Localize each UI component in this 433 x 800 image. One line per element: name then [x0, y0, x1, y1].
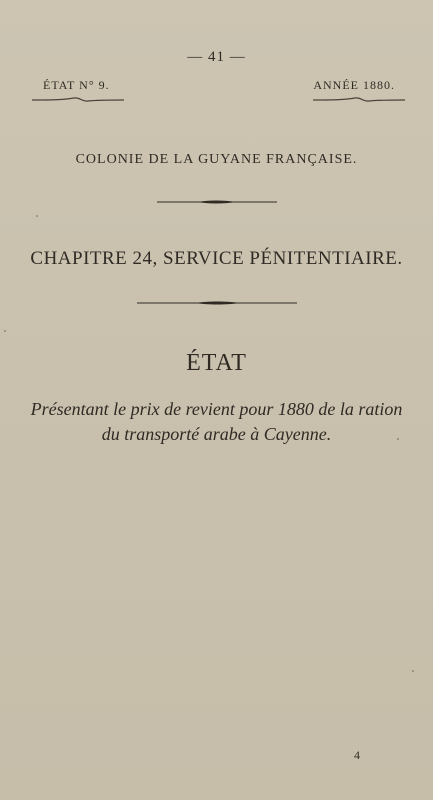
- paper-speck: [412, 670, 414, 672]
- etat-number-label: ÉTAT N° 9.: [43, 78, 110, 92]
- paper-speck: [397, 438, 399, 440]
- year-label: ANNÉE 1880.: [313, 78, 395, 92]
- right-header-flourish: [313, 96, 405, 104]
- short-rule-divider: [0, 193, 433, 211]
- paper-speck: [4, 330, 6, 332]
- document-title: ÉTAT: [186, 350, 247, 376]
- subtitle-line: Présentant le prix de revient pour 1880 de la ration: [30, 399, 403, 419]
- chapter-heading: CHAPITRE 24, SERVICE PÉNITENTIAIRE.: [30, 248, 403, 269]
- colony-heading: COLONIE DE LA GUYANE FRANÇAISE.: [75, 152, 358, 167]
- bottom-signature-mark: 4: [354, 748, 360, 762]
- left-header-flourish: [32, 96, 124, 104]
- paper-speck: [36, 215, 38, 217]
- long-rule-divider: [0, 294, 433, 312]
- subtitle-line: du transporté arabe à Cayenne.: [101, 424, 332, 444]
- page-number-top: — 41 —: [187, 49, 246, 65]
- document-subtitle: [20, 397, 413, 447]
